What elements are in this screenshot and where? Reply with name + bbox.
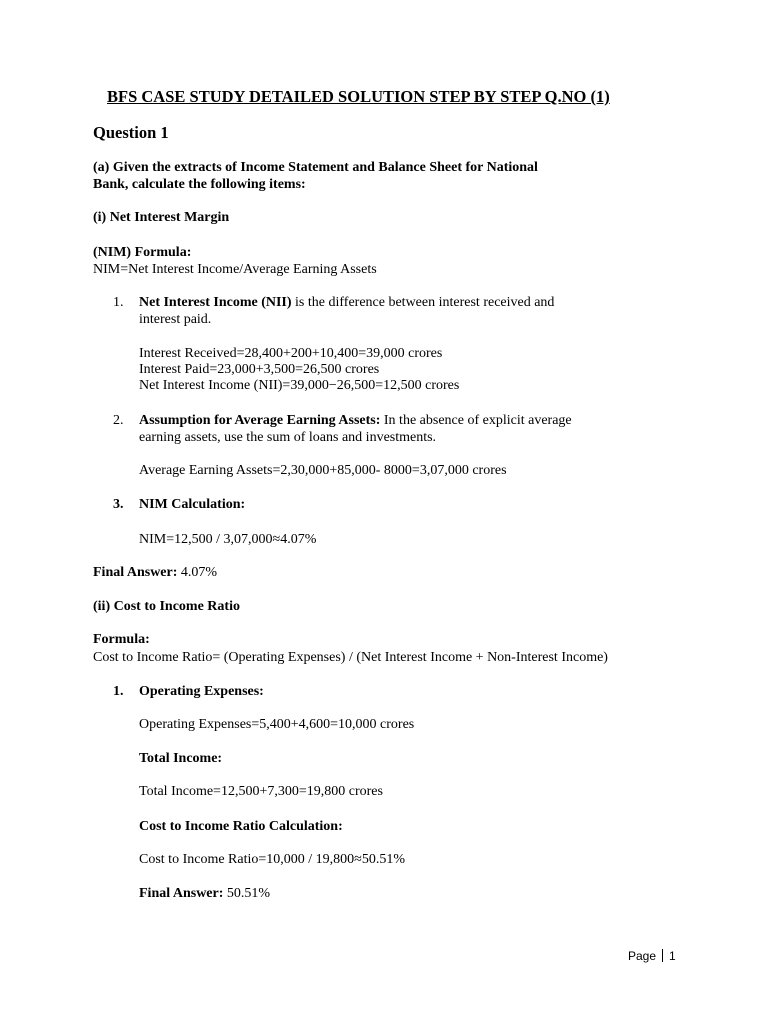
nim-step-2 xyxy=(113,412,572,429)
calc-line: Cost to Income Ratio=10,000 / 19,800≈50.51% xyxy=(139,852,406,867)
page-number: 1 xyxy=(669,949,676,963)
nim-step-1-cont: interest paid. xyxy=(139,312,212,327)
nim-final-answer xyxy=(93,564,217,581)
step-bold-label: NIM Calculation: xyxy=(139,497,246,512)
cir-formula-label: Formula: xyxy=(93,632,150,647)
document-title: BFS CASE STUDY DETAILED SOLUTION STEP BY STEP Q.NO (1) xyxy=(107,87,610,106)
part-a-intro-line1: (a) Given the extracts of Income Statement and Balance Sheet for National xyxy=(93,160,538,175)
final-answer-label: Final Answer: xyxy=(93,565,178,580)
nim-formula: NIM=Net Interest Income/Average Earning Assets xyxy=(93,262,377,277)
final-answer-label: Final Answer: xyxy=(139,886,224,901)
nim-heading: (i) Net Interest Margin xyxy=(93,210,230,225)
step-text: is the difference between interest received and xyxy=(291,295,555,310)
nim-step-3 xyxy=(113,496,245,513)
step-number: 1. xyxy=(113,295,124,310)
nim-formula-label: (NIM) Formula: xyxy=(93,245,192,260)
final-answer-value: 50.51% xyxy=(223,886,271,901)
step-number: 3. xyxy=(113,497,124,512)
step-bold-label: Assumption for Average Earning Assets: xyxy=(139,413,381,428)
page-label: Page xyxy=(628,949,657,963)
ratio-calc-label: Cost to Income Ratio Calculation: xyxy=(139,819,343,834)
step-text: In the absence of explicit average xyxy=(380,413,572,428)
calc-line: Net Interest Income (NII)=39,000−26,500=12,500 crores xyxy=(139,378,460,393)
calc-line: Total Income=12,500+7,300=19,800 crores xyxy=(139,784,383,799)
part-a-intro-line2: Bank, calculate the following items: xyxy=(93,177,306,192)
nim-step-1 xyxy=(113,294,554,311)
nim-step-2-cont: earning assets, use the sum of loans and investments. xyxy=(139,430,437,445)
cir-heading: (ii) Cost to Income Ratio xyxy=(93,599,240,614)
calc-line: Interest Paid=23,000+3,500=26,500 crores xyxy=(139,362,380,377)
calc-line: Interest Received=28,400+200+10,400=39,000 crores xyxy=(139,346,443,361)
page-footer xyxy=(628,948,676,965)
step-number: 2. xyxy=(113,413,124,428)
cir-step-1 xyxy=(113,683,264,700)
total-income-label: Total Income: xyxy=(139,751,223,766)
question-heading: Question 1 xyxy=(93,123,169,142)
footer-divider xyxy=(662,949,663,962)
final-answer-value: 4.07% xyxy=(177,565,218,580)
cir-formula: Cost to Income Ratio= (Operating Expenses) / (Net Interest Income + Non-Interest Income) xyxy=(93,650,608,665)
cir-final-answer xyxy=(139,885,270,902)
step-bold-label: Operating Expenses: xyxy=(139,684,264,699)
calc-line: NIM=12,500 / 3,07,000≈4.07% xyxy=(139,532,317,547)
step-bold-label: Net Interest Income (NII) xyxy=(139,295,292,310)
calc-line: Operating Expenses=5,400+4,600=10,000 crores xyxy=(139,717,415,732)
step-number: 1. xyxy=(113,684,124,699)
calc-line: Average Earning Assets=2,30,000+85,000- 8000=3,07,000 crores xyxy=(139,463,507,478)
